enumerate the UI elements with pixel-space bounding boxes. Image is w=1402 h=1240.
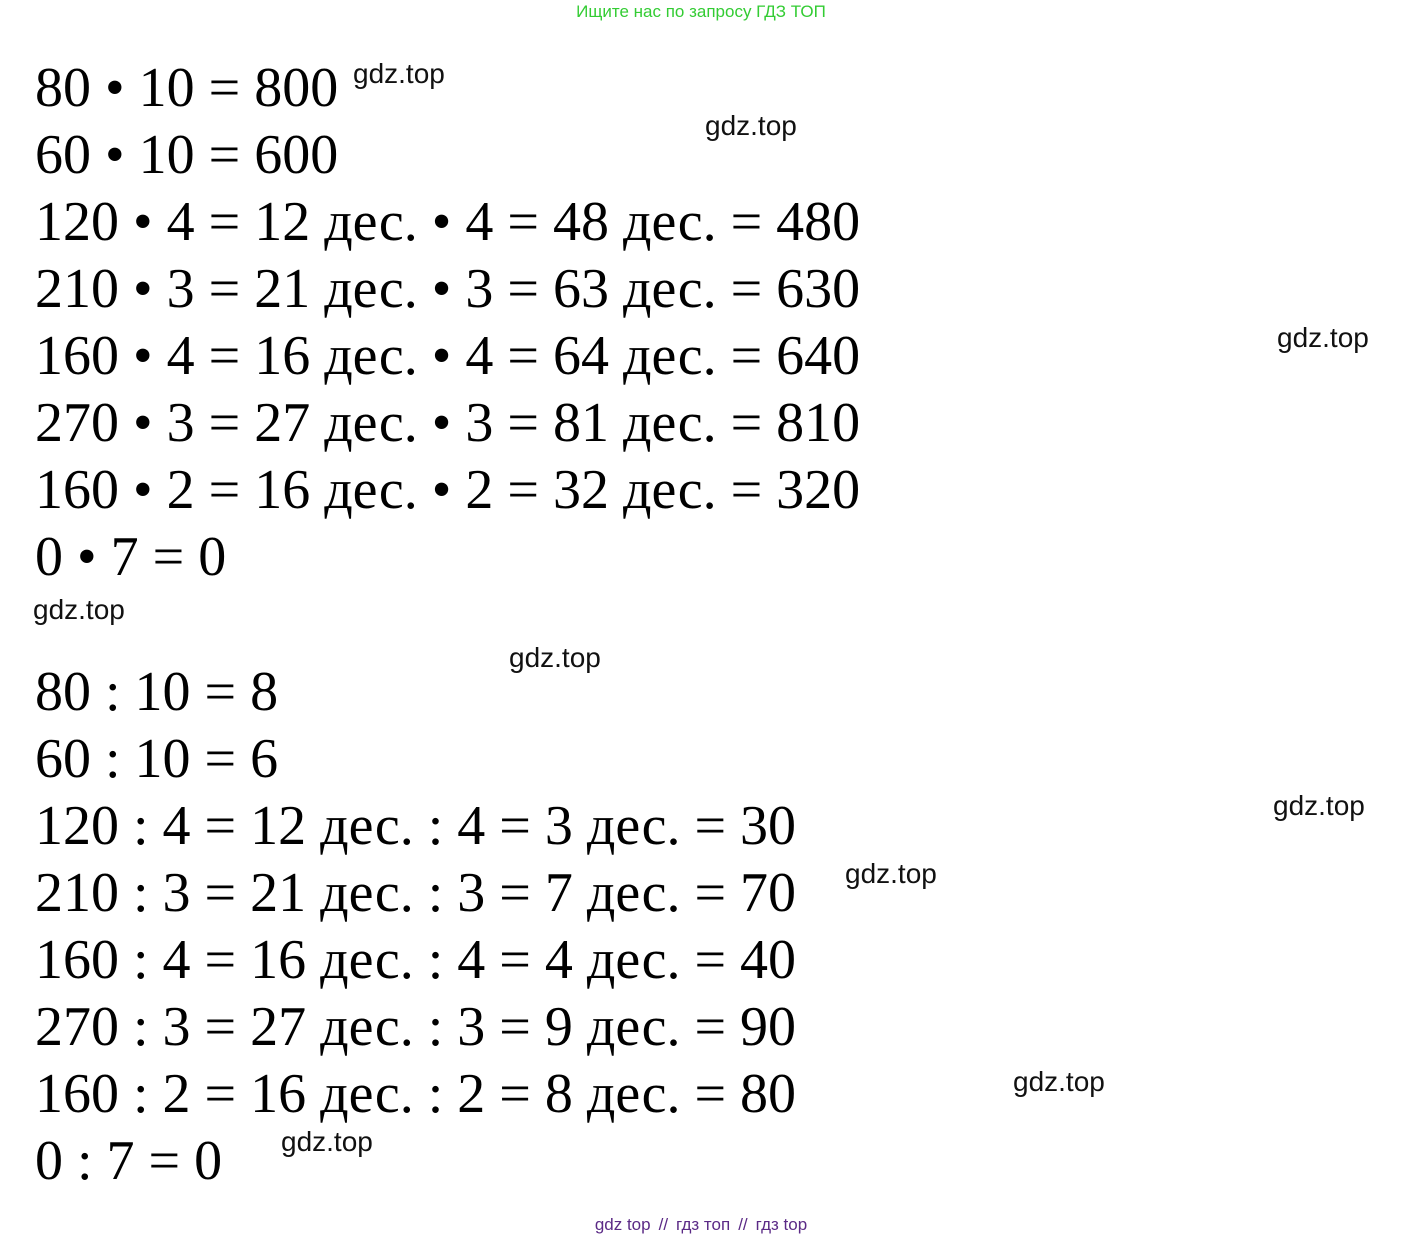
footer-link[interactable]: gdz top — [594, 1215, 651, 1234]
watermark: gdz.top — [1013, 1066, 1105, 1097]
watermark: gdz.top — [1277, 322, 1369, 353]
top-banner: Ищите нас по запросу ГДЗ ТОП — [576, 2, 826, 21]
footer-separator: // — [738, 1215, 748, 1234]
equation-line: 0 : 7 = 0 — [35, 1130, 223, 1192]
equation-line: 120 • 4 = 12 дес. • 4 = 48 дес. = 480 — [35, 191, 861, 253]
equation-line: 80 • 10 = 800 — [35, 57, 339, 119]
equation-line: 0 • 7 = 0 — [35, 526, 227, 588]
watermark: gdz.top — [509, 642, 601, 673]
equation-line: 210 : 3 = 21 дес. : 3 = 7 дес. = 70 — [35, 862, 797, 924]
watermark: gdz.top — [1273, 790, 1365, 821]
watermark: gdz.top — [845, 858, 937, 889]
footer-links — [0, 1214, 1402, 1236]
equation-line: 160 • 2 = 16 дес. • 2 = 32 дес. = 320 — [35, 459, 861, 521]
equation-line: 80 : 10 = 8 — [35, 661, 279, 723]
equation-line: 160 : 2 = 16 дес. : 2 = 8 дес. = 80 — [35, 1063, 797, 1125]
watermark: gdz.top — [33, 594, 125, 625]
footer-link[interactable]: гдз top — [755, 1215, 808, 1234]
footer-link[interactable]: гдз топ — [676, 1215, 731, 1234]
equation-line: 160 : 4 = 16 дес. : 4 = 4 дес. = 40 — [35, 929, 797, 991]
watermark: gdz.top — [705, 110, 797, 141]
equation-line: 160 • 4 = 16 дес. • 4 = 64 дес. = 640 — [35, 325, 861, 387]
equation-line: 270 • 3 = 27 дес. • 3 = 81 дес. = 810 — [35, 392, 861, 454]
watermark: gdz.top — [353, 58, 445, 89]
equation-line: 60 : 10 = 6 — [35, 728, 279, 790]
equation-line: 270 : 3 = 27 дес. : 3 = 9 дес. = 90 — [35, 996, 797, 1058]
footer-separator: // — [658, 1215, 669, 1234]
watermark: gdz.top — [281, 1126, 373, 1157]
equation-line: 120 : 4 = 12 дес. : 4 = 3 дес. = 30 — [35, 795, 797, 857]
equation-line: 210 • 3 = 21 дес. • 3 = 63 дес. = 630 — [35, 258, 861, 320]
equation-line: 60 • 10 = 600 — [35, 124, 339, 186]
